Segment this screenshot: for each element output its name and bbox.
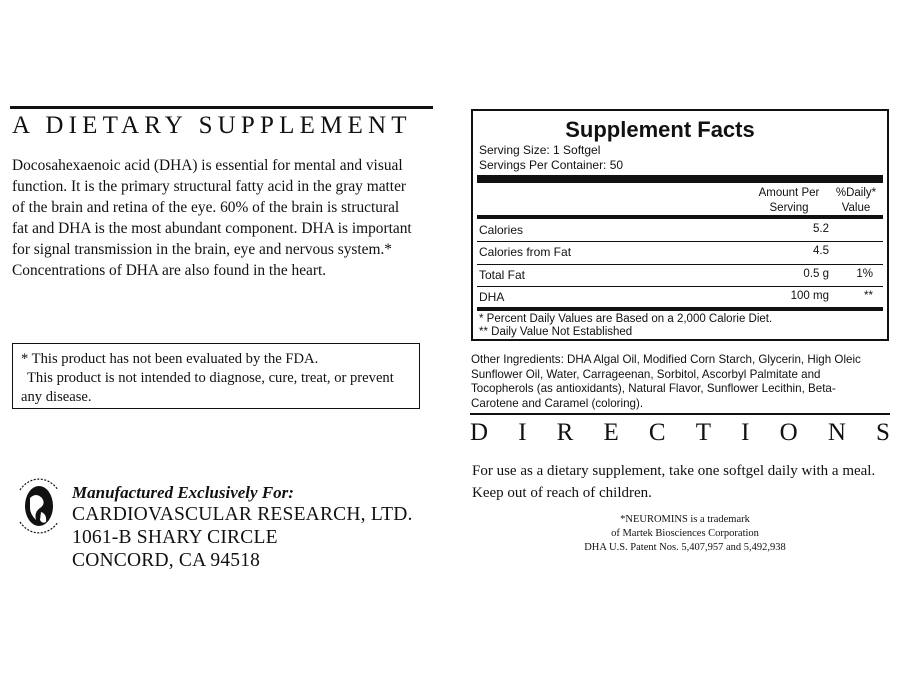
fda-disclaimer-box: [12, 343, 420, 409]
trademark-notice: [540, 513, 830, 555]
servings-per-container: Servings Per Container: 50: [479, 158, 624, 172]
ingredients-line: Tocopherols (as antioxidants), Natural Flavor, Sunflower Lecithin, Beta-: [471, 382, 836, 395]
header-line: Amount Per: [758, 187, 820, 199]
trademark-line: DHA U.S. Patent Nos. 5,407,957 and 5,492,938: [584, 542, 786, 553]
directions-letter: C: [648, 419, 666, 446]
nutrient-amount: 100 mg: [790, 290, 829, 302]
nutrient-amount: 4.5: [813, 245, 829, 257]
ecological-formulas-seal-icon: [14, 476, 64, 536]
header-line: Serving: [769, 202, 809, 214]
nutrient-name: Total Fat: [479, 268, 526, 282]
ingredients-line: Carotene and Caramel (coloring).: [471, 396, 644, 410]
company-street: 1061-B SHARY CIRCLE: [72, 527, 278, 548]
intro-line: for signal transmission in the brain, eye and nervous system.*: [12, 241, 392, 258]
other-ingredients: [471, 353, 896, 411]
company-city: CONCORD, CA 94518: [72, 550, 261, 571]
row-divider: [477, 264, 883, 265]
intro-line: function. It is the primary structural fatty acid in the gray matter: [12, 178, 407, 195]
ingredients-line: Sunflower Oil, Water, Carrageenan, Sorbitol, Ascorbyl Palmitate and: [471, 367, 821, 381]
supplement-facts-panel: [471, 109, 889, 341]
directions-letter: E: [603, 419, 619, 446]
directions-text: [472, 460, 892, 504]
directions-letter: S: [876, 419, 890, 446]
company-name: CARDIOVASCULAR RESEARCH, LTD.: [72, 504, 413, 525]
nutrient-name: Calories: [479, 223, 524, 237]
directions-letter: N: [827, 419, 846, 446]
nutrient-name: Calories from Fat: [479, 245, 572, 259]
directions-line: For use as a dietary supplement, take one softgel daily with a meal.: [472, 463, 876, 479]
dha-intro-paragraph: [12, 155, 432, 281]
directions-letter: T: [695, 419, 712, 446]
nutrient-amount: 0.5 g: [803, 268, 829, 280]
top-rule: [10, 106, 433, 109]
serving-size: Serving Size: 1 Softgel: [479, 143, 601, 157]
fda-line: * This product has not been evaluated by the FDA.: [21, 351, 319, 367]
header-line: Value: [841, 202, 871, 214]
directions-letter: I: [741, 419, 750, 446]
fda-line: This product is not intended to diagnose, cure, treat, or prevent: [27, 370, 394, 386]
facts-thick-rule: [477, 175, 883, 183]
dietary-supplement-heading: A DIETARY SUPPLEMENT: [12, 112, 412, 139]
directions-line: Keep out of reach of children.: [472, 485, 652, 501]
daily-value-header: [829, 186, 883, 216]
ingredients-line: Other Ingredients: DHA Algal Oil, Modified Corn Starch, Glycerin, High Oleic: [471, 353, 861, 366]
nutrient-name: DHA: [479, 290, 505, 304]
intro-line: Concentrations of DHA are also found in the heart.: [12, 262, 327, 279]
nutrient-amount: 5.2: [813, 223, 829, 235]
trademark-line: of Martek Biosciences Corporation: [611, 528, 759, 539]
intro-line: of the brain and retina of the eye. 60% of the brain is structural: [12, 199, 400, 216]
directions-letter: D: [470, 419, 489, 446]
nutrient-daily-value: 1%: [856, 268, 873, 280]
not-established-footnote: ** Daily Value Not Established: [479, 326, 633, 338]
nutrient-daily-value: **: [864, 290, 873, 302]
trademark-line: *NEUROMINS is a trademark: [620, 514, 750, 525]
directions-rule: [470, 413, 890, 415]
header-line: %Daily*: [835, 187, 877, 199]
supplement-facts-title: Supplement Facts: [565, 117, 755, 142]
facts-mid-rule: [477, 307, 883, 311]
fda-line: any disease.: [21, 389, 92, 405]
directions-letter: O: [779, 419, 798, 446]
daily-value-footnote: * Percent Daily Values are Based on a 2,000 Calorie Diet.: [479, 313, 773, 325]
intro-line: fat and DHA is the most abundant component. DHA is important: [12, 220, 412, 237]
amount-per-serving-header: [749, 186, 829, 216]
row-divider: [477, 241, 883, 242]
intro-line: Docosahexaenoic acid (DHA) is essential for mental and visual: [12, 157, 403, 174]
manufactured-for-label: Manufactured Exclusively For:: [72, 483, 294, 502]
facts-mid-rule: [477, 215, 883, 219]
row-divider: [477, 286, 883, 287]
directions-letter: R: [556, 419, 574, 446]
serving-info: [479, 143, 623, 173]
directions-heading: [470, 419, 890, 447]
directions-letter: I: [518, 419, 527, 446]
